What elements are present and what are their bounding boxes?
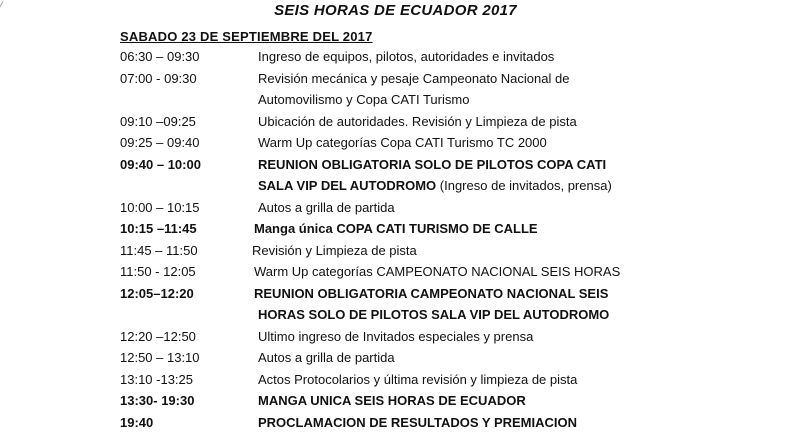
schedule-time: 10:00 – 10:15 xyxy=(120,199,200,215)
schedule-row xyxy=(0,326,791,348)
schedule-row xyxy=(0,132,791,154)
schedule-desc: Autos a grilla de partida xyxy=(258,350,395,365)
schedule-desc-main: SALA VIP DEL AUTODROMO xyxy=(258,178,437,193)
schedule-desc: Ultimo ingreso de Invitados especiales y prensa xyxy=(258,328,534,344)
schedule-row xyxy=(0,111,791,133)
schedule-desc: REUNION OBLIGATORIA CAMPEONATO NACIONAL SEIS xyxy=(254,285,609,301)
schedule-desc: Warm Up categorías Copa CATI Turismo TC 2000 xyxy=(258,135,547,150)
schedule-desc: Ubicación de autoridades. Revisión y Limpieza de pista xyxy=(258,113,577,129)
schedule-time: 12:50 – 13:10 xyxy=(120,350,200,365)
schedule-desc: Manga única COPA CATI TURISMO DE CALLE xyxy=(254,221,538,236)
schedule-time: 11:50 - 12:05 xyxy=(120,264,196,279)
schedule-time: 11:45 – 11:50 xyxy=(120,242,198,258)
date-heading: SABADO 23 DE SEPTIEMBRE DEL 2017 xyxy=(120,29,373,44)
schedule-row xyxy=(0,304,791,326)
schedule-row xyxy=(0,283,791,305)
page-title: SEIS HORAS DE ECUADOR 2017 xyxy=(274,2,517,19)
schedule-time: 13:30- 19:30 xyxy=(120,393,195,408)
schedule-time: 09:10 –09:25 xyxy=(120,113,196,129)
schedule-row xyxy=(0,154,791,176)
schedule-row xyxy=(0,369,791,391)
schedule-time: 19:40 xyxy=(120,414,154,430)
schedule-time: 09:40 – 10:00 xyxy=(120,156,201,172)
schedule-row xyxy=(0,240,791,262)
schedule-row xyxy=(0,89,791,111)
schedule-row xyxy=(0,197,791,219)
schedule-desc: Revisión y Limpieza de pista xyxy=(252,242,417,258)
schedule-desc: Ingreso de equipos, pilotos, autoridades e invitados xyxy=(258,49,555,64)
schedule-row xyxy=(0,390,791,412)
schedule-row xyxy=(0,347,791,369)
schedule-row xyxy=(0,261,791,283)
schedule-row xyxy=(0,68,791,90)
schedule-list xyxy=(0,46,791,433)
schedule-desc: PROCLAMACION DE RESULTADOS Y PREMIACION xyxy=(258,414,578,430)
schedule-desc: MANGA UNICA SEIS HORAS DE ECUADOR xyxy=(258,393,526,408)
schedule-time: 09:25 – 09:40 xyxy=(120,135,200,150)
schedule-desc: Automovilismo y Copa CATI Turismo xyxy=(258,92,470,107)
schedule-time: 12:05–12:20 xyxy=(120,285,194,301)
schedule-row xyxy=(0,412,791,434)
schedule-time: 13:10 -13:25 xyxy=(120,371,194,387)
schedule-desc-extra: (Ingreso de invitados, prensa) xyxy=(436,178,612,193)
corner-mark-icon: ⁄ xyxy=(0,0,3,13)
schedule-desc: REUNION OBLIGATORIA SOLO DE PILOTOS COPA CATI xyxy=(258,156,607,172)
schedule-desc: Warm Up categorías CAMPEONATO NACIONAL SEIS HORAS xyxy=(254,264,621,279)
schedule-time: 10:15 –11:45 xyxy=(120,221,197,236)
schedule-desc: HORAS SOLO DE PILOTOS SALA VIP DEL AUTODROMO xyxy=(258,307,610,322)
schedule-desc xyxy=(258,175,612,197)
schedule-time: 06:30 – 09:30 xyxy=(120,49,200,64)
schedule-desc: Actos Protocolarios y última revisión y limpieza de pista xyxy=(258,371,578,387)
schedule-time: 12:20 –12:50 xyxy=(120,328,196,344)
schedule-row xyxy=(0,175,791,197)
schedule-row xyxy=(0,46,791,68)
schedule-desc: Revisión mecánica y pesaje Campeonato Nacional de xyxy=(258,70,570,86)
schedule-row xyxy=(0,218,791,240)
schedule-desc: Autos a grilla de partida xyxy=(258,199,395,215)
schedule-time: 07:00 - 09:30 xyxy=(120,70,197,86)
